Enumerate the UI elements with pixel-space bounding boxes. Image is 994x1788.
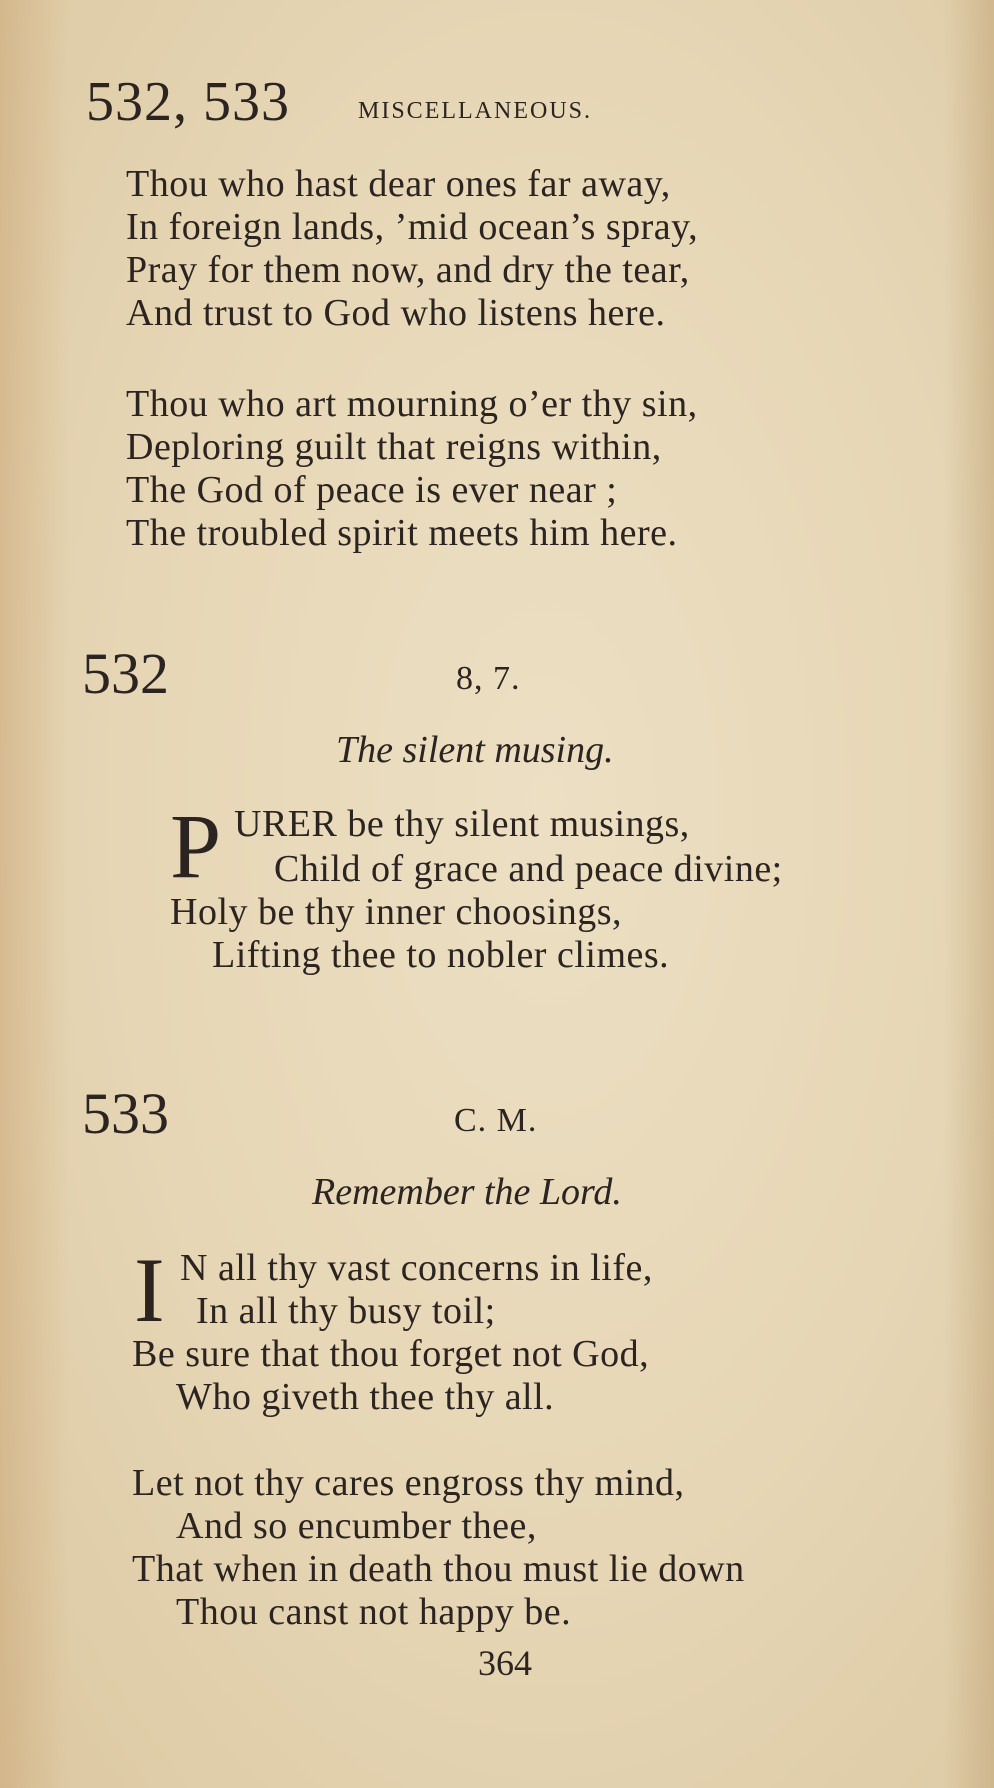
hymn-meter: C. M. [454,1102,538,1139]
verse-line: Deploring guilt that reigns within, [126,426,662,468]
page-number: 364 [478,1643,532,1683]
verse-line: Holy be thy inner choosings, [170,891,623,933]
hymn-title: The silent musing. [336,729,614,771]
verse-line: Lifting thee to nobler climes. [212,934,670,976]
verse-line: That when in death thou must lie down [132,1548,745,1590]
verse-line: The troubled spirit meets him here. [126,512,678,554]
verse-line: The God of peace is ever near ; [126,469,618,511]
verse-line: Thou who art mourning o’er thy sin, [126,383,698,425]
verse-line: URER be thy silent musings, [234,803,690,845]
verse-line: Let not thy cares engross thy mind, [132,1462,685,1504]
hymn-title: Remember the Lord. [312,1171,622,1213]
verse-line: Child of grace and peace divine; [274,848,783,890]
verse-line: Pray for them now, and dry the tear, [126,249,690,291]
verse-line: Thou who hast dear ones far away, [126,163,671,205]
drop-cap: I [134,1239,165,1341]
hymn-meter: 8, 7. [456,660,521,697]
verse-line: In all thy busy toil; [196,1290,496,1332]
verse-line: N all thy vast concerns in life, [180,1247,653,1289]
drop-cap: P [170,795,222,897]
verse-line: Who giveth thee thy all. [176,1376,555,1418]
verse-line: And so encumber thee, [176,1505,537,1547]
hymn-number: 532 [82,641,169,706]
verse-line: In foreign lands, ’mid ocean’s spray, [126,206,699,248]
verse-line: Thou canst not happy be. [176,1591,572,1633]
verse-line: Be sure that thou forget not God, [132,1333,650,1375]
running-header-hymn-numbers: 532, 533 [86,71,290,133]
hymn-number: 533 [82,1081,169,1146]
running-header-section-title: MISCELLANEOUS. [358,98,593,124]
verse-line: And trust to God who listens here. [126,292,666,334]
